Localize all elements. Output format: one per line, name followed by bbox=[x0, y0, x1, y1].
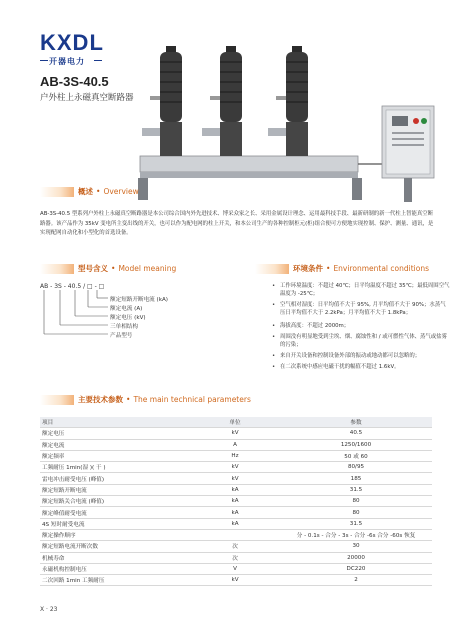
model-item: 产品型号 bbox=[110, 333, 133, 339]
table-cell: 额定短路关合电流 (峰值) bbox=[40, 496, 190, 507]
table-cell: 次 bbox=[190, 541, 280, 552]
table-cell: kV bbox=[190, 428, 280, 439]
table-cell: DC220 bbox=[280, 563, 432, 574]
table-cell: kV bbox=[190, 462, 280, 473]
environment-item: • 海拔高度：不超过 2000m； bbox=[280, 322, 450, 330]
overview-text: AB-3S-40.5 型系列户外柱上永磁真空断路器是本公司综合国内外先进技术、博采众家之长、采用金属设计理念、运用最科技手段、最新研制的新一代柱上智能真空断路器。该产品作为 35kV 变电所主变出线的开关，也可以作为配电网的柱上开关，和本公司生产的各种控制柜元(柜)组合便可方便地实现控制、保护、测量、通讯，是实现配网自动化和小型化的首选设备。 bbox=[40, 211, 434, 236]
table-row bbox=[40, 484, 432, 495]
product-subtitle: 户外柱上永磁真空断路器 bbox=[40, 93, 134, 103]
table-header-cell: 参数 bbox=[280, 417, 432, 428]
table-cell: 20000 bbox=[280, 552, 432, 563]
table-row bbox=[40, 563, 432, 574]
environment-item: • 空气相对湿度：日平均值不大于 95%, 月平均值不大于 90%；水蒸气压日平均值不大于 2.2kPa；月平均值不大于 1.8kPa； bbox=[280, 301, 450, 317]
table-cell: kV bbox=[190, 575, 280, 586]
table-cell: 二次回路 1min 工频耐压 bbox=[40, 575, 190, 586]
table-cell: 额定电流 bbox=[40, 439, 190, 450]
heading-decor-bar bbox=[40, 187, 74, 197]
table-cell: 额定短路电流开断次数 bbox=[40, 541, 190, 552]
table-cell: 永磁机构控制电压 bbox=[40, 563, 190, 574]
table-cell: 额定峰值耐受电流 bbox=[40, 507, 190, 518]
table-cell bbox=[190, 529, 280, 540]
heading-decor-bar bbox=[255, 264, 289, 274]
table-row bbox=[40, 450, 432, 461]
environment-item: • 来自开关设备和控制设备外部的振动或地动都可以忽略的； bbox=[280, 352, 450, 360]
table-cell: kA bbox=[190, 496, 280, 507]
table-row bbox=[40, 552, 432, 563]
table-cell: 80 bbox=[280, 496, 432, 507]
environment-item: • 工作环境温度：不超过 40℃；日平均温度不超过 35℃；最低周围空气温度为 -25℃； bbox=[280, 282, 450, 298]
table-cell: 额定电压 bbox=[40, 428, 190, 439]
model-bracket-lines bbox=[40, 290, 110, 340]
table-row bbox=[40, 518, 432, 529]
model-item: 额定电流 (A) bbox=[110, 306, 143, 312]
table-cell: kA bbox=[190, 518, 280, 529]
table-cell: 机械寿命 bbox=[40, 552, 190, 563]
table-cell: 额定短路开断电流 bbox=[40, 484, 190, 495]
model-item: 额定短路开断电流 (kA) bbox=[110, 297, 168, 303]
logo-cn-text: 开器电力 bbox=[49, 57, 85, 66]
table-cell: 80/95 bbox=[280, 462, 432, 473]
table-header-cell: 项目 bbox=[40, 417, 190, 428]
table-cell: 30 bbox=[280, 541, 432, 552]
tech-params-table bbox=[40, 417, 432, 586]
model-item: 额定电压 (kV) bbox=[110, 315, 146, 321]
table-cell: kV bbox=[190, 473, 280, 484]
table-header-row bbox=[40, 417, 432, 428]
table-cell: 4S 短时耐受电流 bbox=[40, 518, 190, 529]
table-cell: 次 bbox=[190, 552, 280, 563]
heading-decor-bar bbox=[40, 264, 74, 274]
table-row bbox=[40, 428, 432, 439]
environment-heading: 环境条件 • Environmental conditions bbox=[255, 262, 429, 276]
table-cell: kA bbox=[190, 507, 280, 518]
table-cell: V bbox=[190, 563, 280, 574]
table-cell: kA bbox=[190, 484, 280, 495]
table-cell: 分 - 0.1s - 合分 - 3s - 合分 -6s 合分 -60s 恢复 bbox=[280, 529, 432, 540]
table-cell: 31.5 bbox=[280, 484, 432, 495]
table-cell: 雷电冲击耐受电压 (峰值) bbox=[40, 473, 190, 484]
table-cell: 31.5 bbox=[280, 518, 432, 529]
product-model-title: AB-3S-40.5 bbox=[40, 74, 109, 89]
table-cell: 40.5 bbox=[280, 428, 432, 439]
model-meaning-heading: 型号含义 • Model meaning bbox=[40, 262, 176, 276]
table-row bbox=[40, 507, 432, 518]
table-row bbox=[40, 575, 432, 586]
table-row bbox=[40, 462, 432, 473]
table-cell: A bbox=[190, 439, 280, 450]
tech-params-heading: 主要技术参数 • The main technical parameters bbox=[40, 393, 251, 407]
table-cell: 额定操作顺序 bbox=[40, 529, 190, 540]
heading-decor-bar bbox=[40, 395, 74, 405]
environment-item: • 在二次系统中感应电磁干扰的幅值不超过 1.6kV。 bbox=[280, 363, 450, 371]
table-row bbox=[40, 541, 432, 552]
logo-wordmark: KXDL bbox=[40, 30, 104, 55]
table-cell: 额定频率 bbox=[40, 450, 190, 461]
table-cell: 50 或 60 bbox=[280, 450, 432, 461]
table-cell: 2 bbox=[280, 575, 432, 586]
table-row bbox=[40, 496, 432, 507]
page-number: X · 23 bbox=[40, 606, 58, 613]
table-cell: 1250/1600 bbox=[280, 439, 432, 450]
table-cell: 80 bbox=[280, 507, 432, 518]
model-code: AB - 3S - 40.5 / □ - □ bbox=[40, 283, 105, 290]
brand-logo bbox=[40, 32, 104, 66]
table-row bbox=[40, 473, 432, 484]
table-cell: 185 bbox=[280, 473, 432, 484]
product-image bbox=[120, 36, 450, 204]
table-header-cell: 单位 bbox=[190, 417, 280, 428]
overview-heading: 概述 • Overview bbox=[40, 185, 139, 199]
environment-item: • 周围没有明显地受到尘埃、烟、腐蚀性和 / 或可燃性气体、蒸气或盐雾的污染； bbox=[280, 333, 450, 349]
table-row bbox=[40, 529, 432, 540]
logo-divider-right bbox=[94, 60, 102, 61]
table-row bbox=[40, 439, 432, 450]
table-cell: Hz bbox=[190, 450, 280, 461]
model-item: 三单相结构 bbox=[110, 324, 138, 330]
logo-divider-left bbox=[40, 60, 48, 61]
table-cell: 工频耐压 1min(湿 )( 干 ) bbox=[40, 462, 190, 473]
